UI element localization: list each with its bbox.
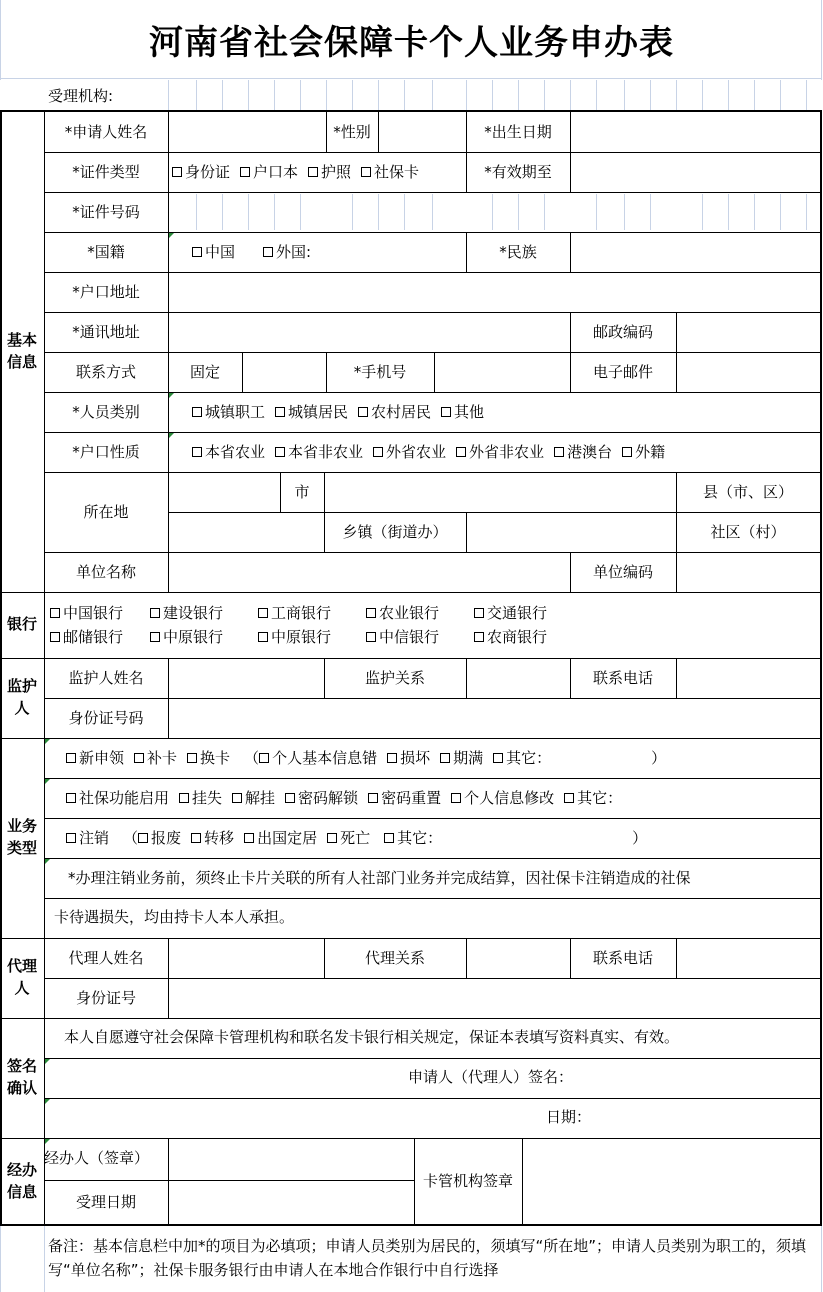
business-option[interactable]: 个人基本信息错	[259, 750, 377, 767]
person-type-option[interactable]: 城镇居民	[275, 404, 348, 421]
cell-marker-icon	[45, 1059, 50, 1064]
section-agent-label: 代理 人	[6, 956, 37, 997]
fixed-phone-field[interactable]	[242, 352, 326, 392]
grid-line	[168, 80, 169, 110]
grid-line	[196, 80, 197, 110]
contact-label: 联系方式	[75, 362, 136, 381]
section-sign-label: 签名 确认	[6, 1056, 37, 1097]
mail-address-field[interactable]	[168, 312, 570, 352]
location-label: 所在地	[83, 502, 129, 521]
hukou-type-option[interactable]: 本省非农业	[275, 444, 363, 461]
grid-line	[754, 80, 755, 110]
checkbox-icon	[50, 632, 60, 642]
bank-option[interactable]: 建设银行	[150, 605, 258, 622]
grid-line	[0, 592, 822, 593]
valid-until-label: *有效期至	[484, 162, 552, 181]
id-number-field[interactable]	[168, 192, 820, 232]
remark-note: 备注：基本信息栏中加*的项目为必填项；申请人员类别为居民的，须填写“所在地”；申请人员类别为职工的，须填写“单位名称”；社保卡服务银行由申请人在本地合作银行中自行选择	[48, 1237, 807, 1279]
hukou-type-option[interactable]: 本省农业	[192, 444, 265, 461]
person-type-option[interactable]: 其他	[441, 404, 484, 421]
checkbox-icon	[361, 167, 371, 177]
business-line-2	[66, 778, 816, 818]
agent-relation-label: 代理关系	[364, 948, 425, 967]
agent-id-field[interactable]	[168, 978, 820, 1018]
bank-option[interactable]: 中信银行	[366, 629, 474, 646]
birth-date-field[interactable]	[570, 112, 820, 152]
business-option[interactable]: 密码解锁	[285, 790, 358, 807]
business-notice-2: 卡待遇损失，均由持卡人本人承担。	[54, 907, 295, 926]
bank-option[interactable]: 中原银行	[258, 629, 366, 646]
guardian-phone-label: 联系电话	[592, 668, 653, 687]
business-option[interactable]: 个人信息修改	[451, 790, 554, 807]
cell-marker-icon	[169, 233, 174, 238]
section-basic-label: 基本 信息	[6, 330, 37, 371]
checkbox-icon	[138, 833, 148, 843]
bank-option[interactable]: 邮储银行	[50, 629, 150, 646]
checkbox-icon	[456, 447, 466, 457]
checkbox-icon	[275, 407, 285, 417]
nationality-label: *国籍	[87, 242, 125, 261]
valid-until-field[interactable]	[570, 152, 820, 192]
card-org-stamp-field[interactable]	[522, 1138, 820, 1224]
checkbox-icon	[192, 247, 202, 257]
sign-date-label[interactable]: 日期：	[546, 1107, 592, 1126]
cell-marker-icon	[169, 393, 174, 398]
grid-line	[728, 80, 729, 110]
hukou-type-options	[192, 432, 820, 472]
applicant-name-field[interactable]	[168, 112, 326, 152]
nationality-option[interactable]: 外国:	[263, 244, 311, 261]
cell-marker-icon	[45, 859, 50, 864]
guardian-id-label: 身份证号码	[68, 708, 144, 727]
person-type-option[interactable]: 农村居民	[358, 404, 431, 421]
checkbox-icon	[50, 608, 60, 618]
guardian-relation-field[interactable]	[466, 658, 570, 698]
nationality-options	[192, 232, 462, 272]
guardian-name-field[interactable]	[168, 658, 324, 698]
grid-line	[492, 80, 493, 110]
applicant-name-label: *申请人姓名	[64, 122, 148, 141]
checkbox-icon	[327, 833, 337, 843]
agent-phone-label: 联系电话	[592, 948, 653, 967]
checkbox-icon	[259, 753, 269, 763]
business-option[interactable]: 其它：	[564, 790, 622, 807]
grid-line	[0, 78, 822, 79]
checkbox-icon	[134, 753, 144, 763]
business-option[interactable]: 死亡	[327, 830, 370, 847]
id-type-label: *证件类型	[72, 162, 140, 181]
hukou-address-label: *户口地址	[72, 282, 140, 301]
grid-line	[570, 80, 571, 110]
grid-line	[222, 80, 223, 110]
grid-line	[821, 1226, 822, 1292]
grid-line	[274, 80, 275, 110]
business-option[interactable]: 注销	[66, 830, 109, 847]
guardian-id-field[interactable]	[168, 698, 820, 738]
business-line-3	[66, 818, 816, 858]
id-number-label: *证件号码	[72, 202, 140, 221]
id-type-option[interactable]: 户口本	[240, 164, 298, 181]
person-type-options	[192, 392, 820, 432]
checkbox-icon	[366, 608, 376, 618]
checkbox-icon	[554, 447, 564, 457]
bank-options-row1	[50, 602, 547, 624]
town-label: 乡镇（街道办）	[342, 522, 448, 541]
checkbox-icon	[187, 753, 197, 763]
checkbox-icon	[474, 632, 484, 642]
hukou-type-option[interactable]: 外省非农业	[456, 444, 544, 461]
agent-relation-field[interactable]	[466, 938, 570, 978]
grid-line	[326, 80, 327, 110]
card-org-stamp-label: 卡管机构签章	[422, 1171, 513, 1190]
hukou-type-label: *户口性质	[72, 442, 140, 461]
grid-line	[780, 80, 781, 110]
business-option[interactable]: 挂失	[179, 790, 222, 807]
business-option[interactable]: 补卡	[134, 750, 177, 767]
business-option[interactable]: 换卡	[187, 750, 230, 767]
checkbox-icon	[441, 407, 451, 417]
checkbox-icon	[232, 793, 242, 803]
agent-name-field[interactable]	[168, 938, 324, 978]
bank-option[interactable]: 中国银行	[50, 605, 150, 622]
grid-line	[0, 1226, 1, 1292]
cell-marker-icon	[45, 739, 50, 744]
checkbox-icon	[493, 753, 503, 763]
checkbox-icon	[66, 753, 76, 763]
business-option[interactable]: 转移	[191, 830, 234, 847]
ethnic-field[interactable]	[570, 232, 820, 272]
guardian-name-label: 监护人姓名	[68, 668, 144, 687]
business-option[interactable]: 新申领	[66, 750, 124, 767]
checkbox-icon	[366, 632, 376, 642]
hukou-type-option[interactable]: 外籍	[622, 444, 665, 461]
checkbox-icon	[358, 407, 368, 417]
accept-org-label: 受理机构:	[48, 86, 114, 105]
guardian-relation-label: 监护关系	[364, 668, 425, 687]
cell-marker-icon	[45, 779, 50, 784]
accept-date-field[interactable]	[168, 1180, 414, 1224]
accept-date-label: 受理日期	[75, 1192, 136, 1211]
guardian-phone-field[interactable]	[676, 658, 820, 698]
grid-line	[0, 0, 1, 80]
agent-phone-field[interactable]	[676, 938, 820, 978]
page-title: 河南省社会保障卡个人业务申办表	[149, 22, 674, 63]
bank-option[interactable]: 交通银行	[474, 605, 547, 622]
province-field[interactable]	[168, 472, 280, 512]
grid-line	[624, 80, 625, 110]
grid-line	[300, 80, 301, 110]
section-business-label: 业务 类型	[6, 816, 37, 857]
grid-line	[404, 80, 405, 110]
bank-option[interactable]: 农业银行	[366, 605, 474, 622]
checkbox-icon	[384, 833, 394, 843]
paren-close: ）	[651, 748, 667, 767]
section-guardian-label: 监护 人	[6, 676, 37, 717]
section-handler-label: 经办 信息	[6, 1160, 37, 1201]
checkbox-icon	[66, 833, 76, 843]
grid-line	[0, 1224, 822, 1226]
unit-code-field[interactable]	[676, 552, 820, 592]
checkbox-icon	[285, 793, 295, 803]
ethnic-label: *民族	[499, 242, 537, 261]
postcode-field[interactable]	[676, 312, 820, 352]
bank-option[interactable]: 农商银行	[474, 629, 547, 646]
grid-line	[466, 80, 467, 110]
unit-code-label: 单位编码	[592, 562, 653, 581]
checkbox-icon	[240, 167, 250, 177]
business-notice-1: *办理注销业务前，须终止卡片关联的所有人社部门业务并完成结算，因社保卡注销造成的社保	[68, 868, 691, 887]
hukou-address-field[interactable]	[168, 272, 820, 312]
checkbox-icon	[191, 833, 201, 843]
checkbox-icon	[244, 833, 254, 843]
signer-label[interactable]: 申请人（代理人）签名：	[408, 1067, 574, 1086]
checkbox-icon	[172, 167, 182, 177]
checkbox-icon	[368, 793, 378, 803]
checkbox-icon	[373, 447, 383, 457]
postcode-label: 邮政编码	[592, 322, 653, 341]
bank-options-row2	[50, 626, 547, 648]
county-label: 县（市、区）	[702, 482, 793, 501]
business-option[interactable]: 解挂	[232, 790, 275, 807]
business-option[interactable]: 社保功能启用	[66, 790, 169, 807]
checkbox-icon	[66, 793, 76, 803]
checkbox-icon	[564, 793, 574, 803]
gender-label: *性别	[333, 122, 371, 141]
town-field[interactable]	[168, 512, 324, 552]
birth-date-label: *出生日期	[484, 122, 552, 141]
city-field[interactable]	[324, 472, 676, 512]
checkbox-icon	[275, 447, 285, 457]
checkbox-icon	[387, 753, 397, 763]
grid-line	[702, 80, 703, 110]
section-bank-label: 银行	[6, 614, 37, 633]
business-option[interactable]: 损坏	[387, 750, 430, 767]
cell-marker-icon	[169, 433, 174, 438]
email-label: 电子邮件	[592, 362, 653, 381]
checkbox-icon	[179, 793, 189, 803]
grid-line	[676, 80, 677, 110]
checkbox-icon	[192, 447, 202, 457]
grid-line	[596, 80, 597, 110]
business-option[interactable]: 密码重置	[368, 790, 441, 807]
hukou-type-option[interactable]: 港澳台	[554, 444, 612, 461]
business-option[interactable]: 其它：	[384, 830, 442, 847]
paren-close: ）	[632, 828, 648, 847]
business-line-1	[66, 738, 816, 778]
mobile-field[interactable]	[434, 352, 570, 392]
id-type-option[interactable]: 护照	[308, 164, 351, 181]
person-type-label: *人员类别	[72, 402, 140, 421]
agent-id-label: 身份证号	[75, 988, 136, 1007]
grid-line	[544, 80, 545, 110]
grid-line	[352, 80, 353, 110]
checkbox-icon	[451, 793, 461, 803]
grid-line	[821, 0, 822, 80]
business-option[interactable]: 出国定居	[244, 830, 317, 847]
community-field[interactable]	[466, 512, 676, 552]
checkbox-icon	[258, 608, 268, 618]
unit-name-label: 单位名称	[75, 562, 136, 581]
community-label: 社区（村）	[710, 522, 786, 541]
unit-name-field[interactable]	[168, 552, 570, 592]
checkbox-icon	[308, 167, 318, 177]
mail-address-label: *通讯地址	[72, 322, 140, 341]
bank-option[interactable]: 工商银行	[258, 605, 366, 622]
handler-label: 经办人（签章）	[44, 1148, 150, 1167]
checkbox-icon	[440, 753, 450, 763]
city-label: 市	[294, 482, 310, 501]
checkbox-icon	[263, 247, 273, 257]
id-type-option[interactable]: 身份证	[172, 164, 230, 181]
business-option[interactable]: 期满	[440, 750, 483, 767]
grid-line	[806, 80, 807, 110]
nationality-option[interactable]: 中国	[192, 244, 235, 261]
bank-option[interactable]: 中原银行	[150, 629, 258, 646]
checkbox-icon	[258, 632, 268, 642]
paren-open: （	[123, 828, 139, 847]
gender-field[interactable]	[378, 112, 466, 152]
hukou-type-option[interactable]: 外省农业	[373, 444, 446, 461]
agent-name-label: 代理人姓名	[68, 948, 144, 967]
cell-marker-icon	[45, 1099, 50, 1104]
person-type-option[interactable]: 城镇职工	[192, 404, 265, 421]
checkbox-icon	[150, 632, 160, 642]
sign-statement: 本人自愿遵守社会保障卡管理机构和联名发卡银行相关规定，保证本表填写资料真实、有效。	[64, 1027, 680, 1046]
email-field[interactable]	[676, 352, 820, 392]
checkbox-icon	[474, 608, 484, 618]
checkbox-icon	[150, 608, 160, 618]
paren-open: （	[244, 748, 260, 767]
business-option[interactable]: 其它：	[493, 750, 551, 767]
id-type-options	[172, 152, 466, 192]
grid-line	[820, 110, 822, 1226]
grid-line	[650, 80, 651, 110]
mobile-label: *手机号	[353, 362, 407, 381]
checkbox-icon	[192, 407, 202, 417]
business-option[interactable]: 报废	[138, 830, 181, 847]
grid-line	[248, 80, 249, 110]
grid-line	[432, 80, 433, 110]
grid-line	[44, 1226, 45, 1292]
checkbox-icon	[622, 447, 632, 457]
grid-line	[378, 80, 379, 110]
fixed-phone-label: 固定	[189, 362, 220, 381]
handler-field[interactable]	[168, 1138, 414, 1178]
grid-line	[518, 80, 519, 110]
id-type-option[interactable]: 社保卡	[361, 164, 419, 181]
